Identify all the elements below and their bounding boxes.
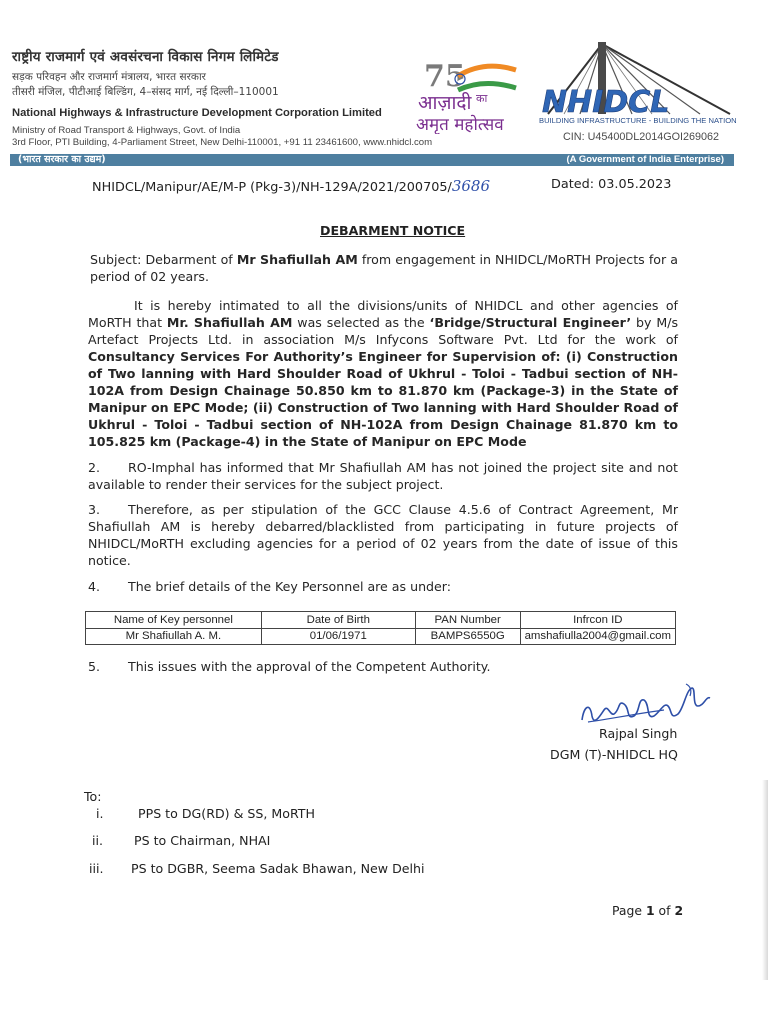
azadi-ka-amrit-mahotsav-logo [412, 52, 537, 134]
para3-number: 3. [88, 502, 101, 517]
para5-number: 5. [88, 659, 101, 674]
subject-text-2: from engagement in NHIDCL/MoRTH Projects for a period of 02 years. [90, 252, 678, 284]
para5-text: This issues with the approval of the Competent Authority. [128, 659, 491, 674]
para1-text-3: by M/s Artefact Projects Ltd. in association M/s Infycons Software Pvt. Ltd for the work of [88, 315, 679, 347]
handwritten-signature [574, 676, 724, 732]
distribution-item [92, 833, 270, 848]
page-current: 1 [645, 903, 655, 918]
azadi-75-numeral: 75 [424, 59, 466, 94]
table-cell-pan: BAMPS6550G [415, 629, 520, 645]
notice-title: DEBARMENT NOTICE [320, 223, 466, 238]
page-label: Page [612, 903, 642, 918]
table-row [86, 629, 676, 645]
scan-edge-shadow [762, 780, 768, 980]
para1-text-1: It is hereby intimated to all the divisions/units of NHIDCL and other agencies of MoRTH that [88, 298, 678, 330]
table-header: Name of Key personnel [86, 612, 262, 629]
distribution-item-number: ii. [92, 833, 104, 848]
para2-text: RO-Imphal has informed that Mr Shafiullah AM has not joined the project site and not available to render their services for the subject project. [88, 460, 678, 492]
subject-label: Subject [90, 252, 138, 267]
para4-text: The brief details of the Key Personnel are as under: [128, 579, 451, 594]
distribution-item [96, 806, 315, 821]
distribution-item-text: PS to Chairman, NHAI [134, 833, 271, 848]
paragraph-5 [88, 658, 678, 675]
distribution-item-text: PS to DGBR, Seema Sadak Bhawan, New Delhi [131, 861, 425, 876]
page-of: of [658, 903, 671, 918]
table-cell-infracon-id: amshafiulla2004@gmail.com [520, 629, 675, 645]
para1-person-name: Mr. Shafiullah AM [166, 315, 293, 330]
subject-paragraph [90, 251, 678, 285]
page-number [612, 903, 683, 918]
letterhead-english-name: National Highways & Infrastructure Development Corporation Limited [12, 107, 382, 119]
letterhead-hindi-ministry: सड़क परिवहन और राजमार्ग मंत्रालय, भारत सरकार [12, 71, 206, 83]
table-cell-dob: 01/06/1971 [261, 629, 415, 645]
para1-text-2: was selected as the [292, 315, 430, 330]
paragraph-1 [88, 297, 678, 450]
cin-number: CIN: U45400DL2014GOI269062 [563, 131, 720, 143]
notice-date: Dated: 03.05.2023 [551, 177, 672, 192]
band-hindi-text: (भारत सरकार का उद्यम) [18, 154, 106, 165]
nhidcl-tagline: BUILDING INFRASTRUCTURE - BUILDING THE NATION [539, 116, 737, 125]
subject-text-1: : Debarment of [137, 252, 237, 267]
distribution-item [89, 861, 425, 876]
reference-number-text: NHIDCL/Manipur/AE/M-P (Pkg-3)/NH-129A/2021/200705/ [92, 180, 452, 195]
para1-work-description: Consultancy Services For Authority’s Engineer for Supervision of: (i) Construction of Two lanning with Hard Shoulder Road of Ukhrul - Toloi - Tadbui section of NH-102A from Design Chainage 50.850 km to 81.870 km (Package-3) in the State of Manipur on EPC Mode; (ii) Construction of Two lanning with Hard Shoulder Road of Ukhrul - Toloi - Tadbui section of NH-102A from Design Chainage 81.870 km to 105.825 km (Package-4) in the State of Manipur on EPC Mode [88, 349, 678, 449]
table-header: PAN Number [415, 612, 520, 629]
para3-text: Therefore, as per stipulation of the GCC Clause 4.5.6 of Contract Agreement, Mr Shafiullah AM is hereby debarred/blacklisted from participating in future projects of NHIDCL/MoRTH excluding agencies for a period of 02 years from the date of issue of this notice. [88, 502, 678, 568]
letterhead-hindi-name: राष्ट्रीय राजमार्ग एवं अवसंरचना विकास निगम लिमिटेड [12, 49, 279, 65]
page-total: 2 [674, 903, 684, 918]
signatory-designation: DGM (T)-NHIDCL HQ [550, 747, 678, 762]
distribution-item-number: iii. [89, 861, 104, 876]
letterhead-ministry: Ministry of Road Transport & Highways, Govt. of India [12, 125, 241, 136]
handwritten-dispatch-number: 3686 [451, 177, 490, 195]
table-header: Date of Birth [261, 612, 415, 629]
band-english-text: (A Government of India Enterprise) [566, 154, 724, 165]
paragraph-4 [88, 578, 678, 595]
distribution-to-label: To: [84, 789, 102, 804]
para1-role: ‘Bridge/Structural Engineer’ [429, 315, 632, 330]
distribution-item-text: PPS to DG(RD) & SS, MoRTH [138, 806, 315, 821]
azadi-text-ka: का [476, 92, 488, 105]
para2-number: 2. [88, 460, 101, 475]
table-header: Infrcon ID [520, 612, 675, 629]
letterhead-address: 3rd Floor, PTI Building, 4-Parliament Street, New Delhi-110001, +91 11 23461600, www.nhidcl.com [12, 137, 433, 148]
table-header-row [86, 612, 676, 629]
paragraph-3 [88, 501, 678, 569]
signatory-name: Rajpal Singh [599, 726, 678, 741]
key-personnel-table [85, 611, 676, 645]
azadi-text-line1: आज़ादी [418, 92, 472, 114]
subject-person-name: Mr Shafiullah AM [236, 252, 358, 267]
distribution-item-number: i. [96, 806, 104, 821]
table-cell-name: Mr Shafiullah A. M. [86, 629, 262, 645]
nhidcl-logo-text: NHIDCL [542, 85, 670, 120]
azadi-text-line2: अमृत महोत्सव [416, 115, 504, 134]
para4-number: 4. [88, 579, 101, 594]
paragraph-2 [88, 459, 678, 493]
letterhead-hindi-address: तीसरी मंजिल, पीटीआई बिल्डिंग, 4–संसद मार्ग, नई दिल्ली–110001 [12, 86, 279, 98]
reference-number [92, 177, 490, 195]
